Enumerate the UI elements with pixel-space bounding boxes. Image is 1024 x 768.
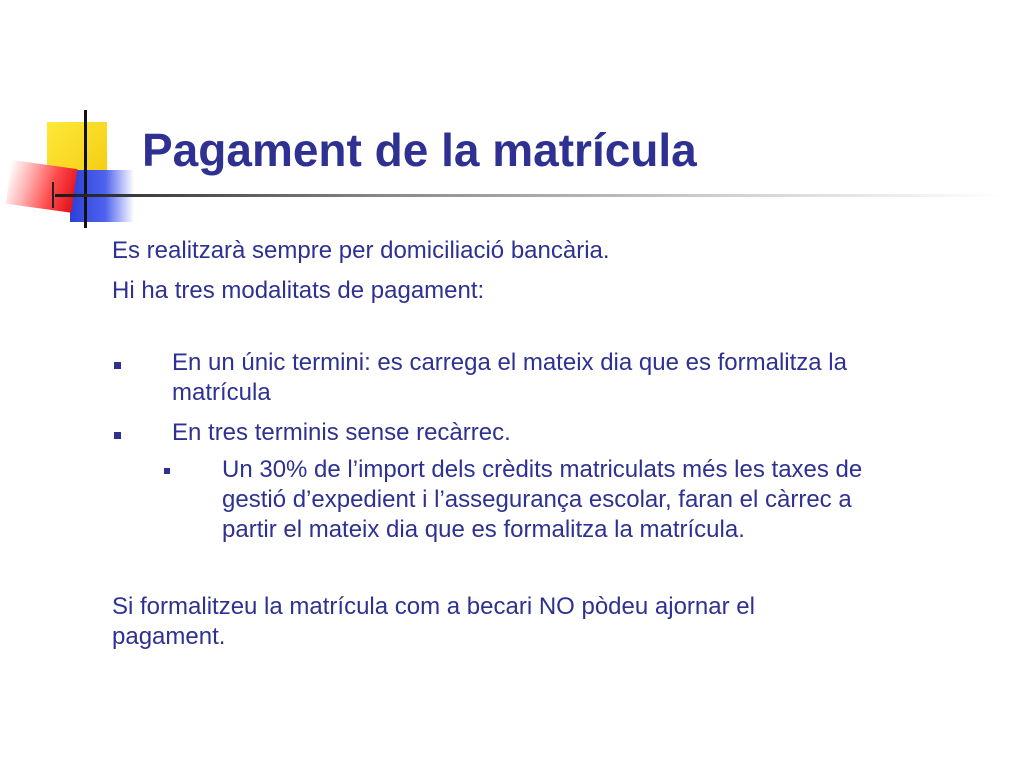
bullet-marker xyxy=(114,362,121,369)
ornament-vertical-line-short xyxy=(52,182,54,208)
ornament-vertical-line xyxy=(84,110,87,228)
bullet-marker xyxy=(114,432,121,439)
bullet-1-line-2: matrícula xyxy=(172,379,271,406)
closing-line-2: pagament. xyxy=(112,623,226,650)
sub-bullet-line-3: partir el mateix dia que es formalitza la matrícula. xyxy=(222,516,745,543)
bullet-1-line-1: En un únic termini: es carrega el mateix dia que es formalitza la xyxy=(172,349,847,376)
intro-line-2: Hi ha tres modalitats de pagament: xyxy=(112,277,485,304)
sub-bullet-line-1: Un 30% de l’import dels crèdits matriculats més les taxes de xyxy=(222,456,863,483)
intro-line-1: Es realitzarà sempre per domiciliació bancària. xyxy=(112,237,610,264)
title-underline xyxy=(55,194,1005,197)
bullet-2-line-1: En tres terminis sense recàrrec. xyxy=(172,419,511,446)
closing-line-1: Si formalitzeu la matrícula com a becari NO pòdeu ajornar el xyxy=(112,593,755,620)
slide-title: Pagament de la matrícula xyxy=(142,124,697,176)
sub-bullet-marker xyxy=(164,468,170,474)
sub-bullet-line-2: gestió d’expedient i l’assegurança escolar, faran el càrrec a xyxy=(222,486,852,513)
ornament-red-square xyxy=(6,160,77,213)
